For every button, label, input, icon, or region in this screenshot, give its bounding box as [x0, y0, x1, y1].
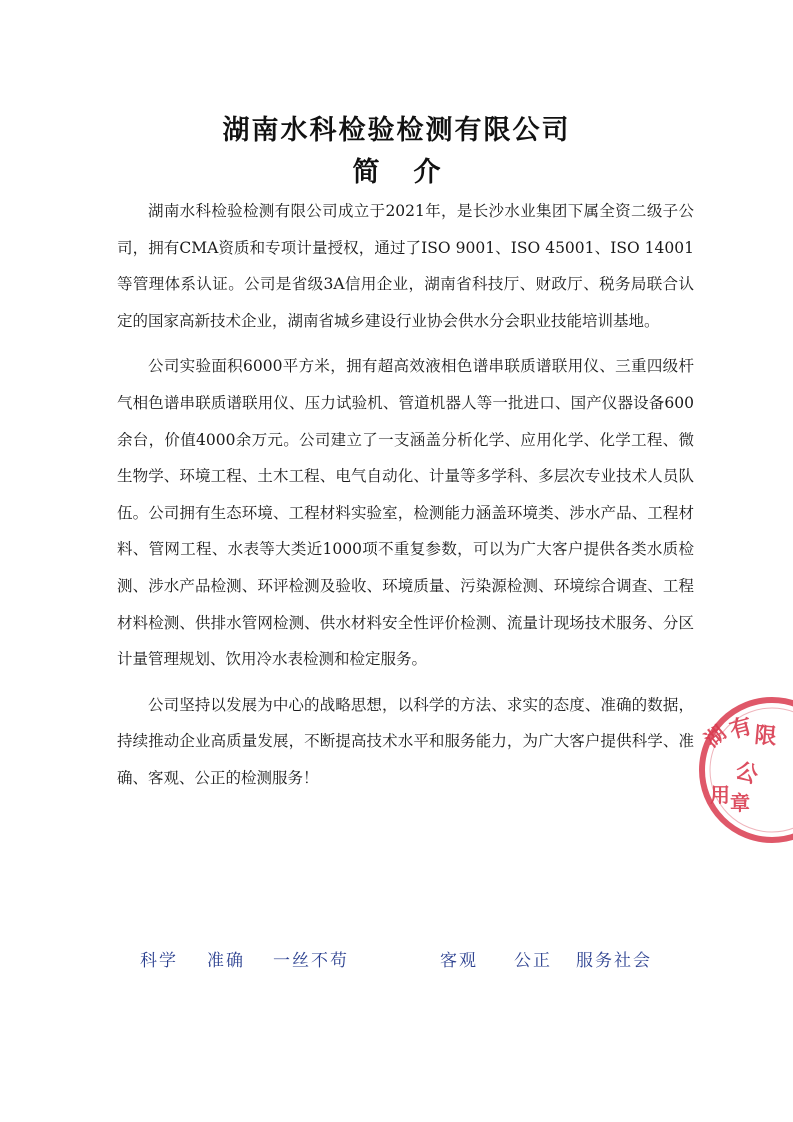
paragraph-intro: 湖南水科检验检测有限公司成立于2021年，是长沙水业集团下属全资二级子公司，拥有CMA资质和专项计量授权，通过了ISO 9001、ISO 45001、ISO 14001等管理体系认证。公司是省级3A信用企业，湖南省科技厅、财政厅、税务局联合认定的国家高新技术企业，湖南省城乡建设行业协会供水分会职业技能培训基地。 [117, 202, 694, 330]
svg-text:公: 公 [731, 758, 762, 790]
slogan-item: 公正 [514, 951, 552, 971]
slogan-item: 准确 [207, 951, 245, 971]
slogan-item: 科学 [140, 951, 178, 971]
svg-text:有: 有 [727, 713, 755, 744]
svg-text:章: 章 [730, 791, 750, 815]
document-subtitle: 简介 [352, 157, 475, 188]
slogan-item: 客观 [440, 951, 478, 971]
document-title: 湖南水科检验检测有限公司 [222, 115, 571, 146]
svg-text:限: 限 [753, 723, 778, 750]
document-body [117, 193, 694, 797]
svg-text:湖: 湖 [699, 720, 731, 752]
svg-text:用: 用 [710, 783, 730, 807]
paragraph-mission: 公司坚持以发展为中心的战略思想，以科学的方法、求实的态度、准确的数据，持续推动企业高质量发展，不断提高技术水平和服务能力，为广大客户提供科学、准确、客观、公正的检测服务！ [117, 695, 694, 787]
paragraph-capabilities: 公司实验面积6000平方米，拥有超高效液相色谱串联质谱联用仪、三重四级杆气相色谱串联质谱联用仪、压力试验机、管道机器人等一批进口、国产仪器设备600余台，价值4000余万元。公司建立了一支涵盖分析化学、应用化学、化学工程、微生物学、环境工程、土木工程、电气自动化、计量等多学科、多层次专业技术人员队伍。公司拥有生态环境、工程材料实验室，检测能力涵盖环境类、涉水产品、工程材料、管网工程、水表等大类近1000项不重复参数，可以为广大客户提供各类水质检测、涉水产品检测、环评检测及验收、环境质量、污染源检测、环境综合调查、工程材料检测、供排水管网检测、供水材料安全性评价检测、流量计现场技术服务、分区计量管理规划、饮用冷水表检测和检定服务。 [117, 357, 694, 669]
slogan-item: 一丝不苟 [273, 951, 349, 971]
company-seal-icon [672, 690, 793, 850]
slogan-item: 服务社会 [576, 951, 652, 971]
